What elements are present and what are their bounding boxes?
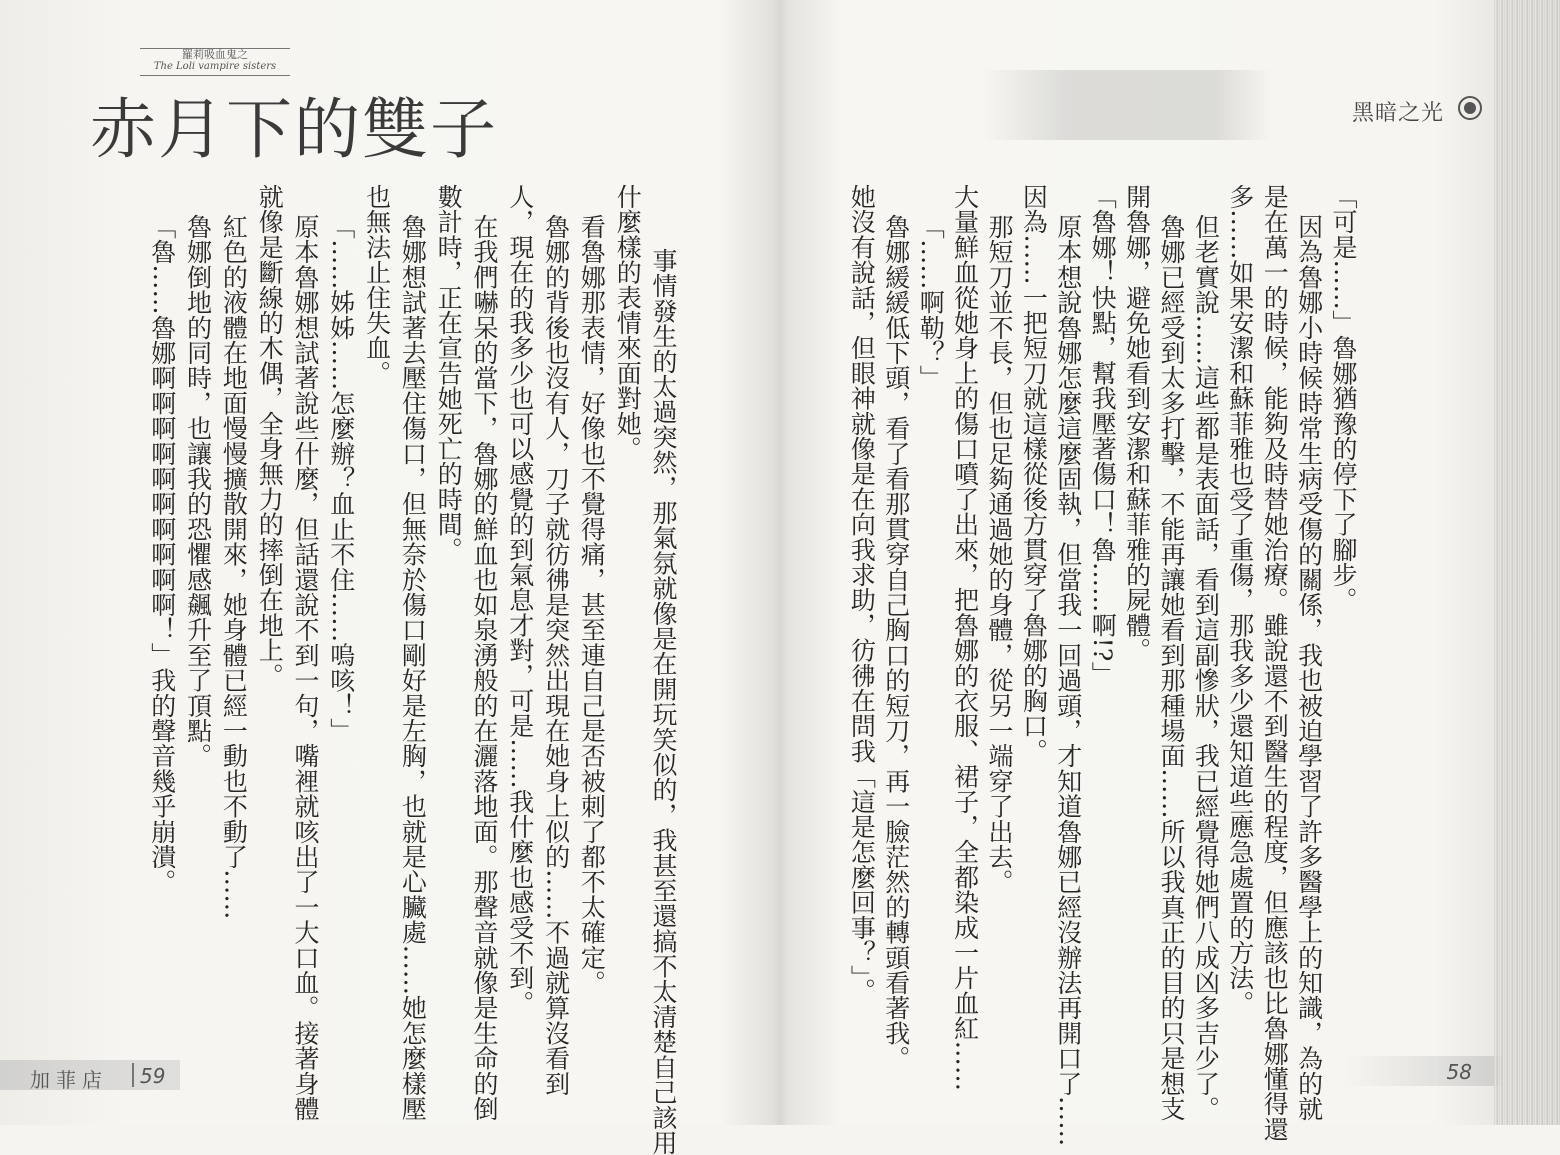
text-column: 原本想說魯娜怎麼這麼固執，但當我一回過頭，才知道魯娜已經沒辦法再開口了…… xyxy=(1053,214,1083,1147)
left-footer xyxy=(0,1060,180,1090)
series-title: 羅莉吸血鬼之 xyxy=(182,48,248,61)
text-column: 在我們嚇呆的當下，魯娜的鮮血也如泉湧般的在灑落地面。那聲音就像是生命的倒 xyxy=(470,214,499,1122)
text-column: 魯娜倒地的同時，也讓我的恐懼感飆升至了頂點。 xyxy=(183,214,213,769)
right-page xyxy=(782,0,1560,1147)
text-column: 原本魯娜想試著說些什麼，但話還說不到一句，嘴裡就咳出了一大口血。接著身體 xyxy=(291,214,320,1122)
text-column: 也無法止住失血。 xyxy=(362,184,392,386)
text-column: 紅色的液體在地面慢慢擴散開來，她身體已經一動也不動了…… xyxy=(219,214,249,920)
left-page-number: 59 xyxy=(140,1064,166,1088)
right-page-number: 58 xyxy=(1446,1060,1472,1084)
text-column: 她沒有說話，但眼神就像是在向我求助，彷彿在問我「這是怎麼回事？」。 xyxy=(847,184,877,1004)
text-column: 人，現在的我多少也可以感覺的到氣息才對，可是……我什麼也感受不到。 xyxy=(505,184,535,1016)
header-watermark xyxy=(982,70,1272,140)
chapter-emblem-icon xyxy=(1458,96,1482,120)
text-column: 魯娜緩緩低下頭，看了看那貫穿自己胸口的短刀，再一臉茫然的轉頭看著我。 xyxy=(881,214,911,1071)
text-column: 魯娜的背後也沒有人，刀子就彷彿是突然出現在她身上似的……不過就算沒看到 xyxy=(541,214,571,1096)
series-banner xyxy=(140,48,290,76)
text-column: 「……啊勒？」 xyxy=(916,214,946,391)
right-footer xyxy=(1342,1056,1502,1086)
text-column: 數計時，正在宣告她死亡的時間。 xyxy=(434,184,464,562)
text-column: 大量鮮血從她身上的傷口噴了出來，把魯娜的衣服、裙子，全都染成一片血紅…… xyxy=(950,184,980,1092)
text-column: 但老實說……這些都是表面話，看到這副慘狀，我已經覺得她們八成凶多吉少了。 xyxy=(1191,214,1221,1122)
text-column: 魯娜已經受到太多打擊，不能再讓她看到那種場面……所以我真正的目的只是想支 xyxy=(1157,214,1186,1122)
text-column: 因為……一把短刀就這樣從後方貫穿了魯娜的胸口。 xyxy=(1019,184,1049,764)
footer-divider xyxy=(132,1063,134,1087)
text-column: 多……如果安潔和蘇菲雅也受了重傷，那我多少還知道些應急處置的方法。 xyxy=(1225,184,1255,1016)
text-column: 什麼樣的表情來面對她。 xyxy=(613,184,643,462)
footer-label: 加菲店 xyxy=(30,1068,108,1092)
text-column: 就像是斷線的木偶，全身無力的摔倒在地上。 xyxy=(255,184,285,688)
chapter-title: 黑暗之光 xyxy=(1352,101,1445,126)
text-column: 是在萬一的時候，能夠及時替她治療。雖說還不到醫生的程度，但應該也比魯娜懂得還 xyxy=(1260,184,1290,1142)
text-column: 事情發生的太過突然，那氣氛就像是在開玩笑似的，我甚至還搞不太清楚自己該用 xyxy=(649,248,678,1155)
text-column: 那短刀並不長，但也足夠通過她的身體，從另一端穿了出去。 xyxy=(985,214,1014,895)
text-column: 「魯……魯娜啊啊啊啊啊啊啊啊啊啊！」我的聲音幾乎崩潰。 xyxy=(147,214,177,895)
text-column: 「魯娜！快點，幫我壓著傷口！魯……啊!?」 xyxy=(1088,184,1118,687)
text-column: 「可是……」魯娜猶豫的停下了腳步。 xyxy=(1329,184,1358,613)
left-page xyxy=(0,0,778,1155)
text-column: 「……姊姊……怎麼辦？血止不住……嗚咳！」 xyxy=(326,214,356,744)
book-title: 赤月下的雙子 xyxy=(90,91,498,168)
text-column: 魯娜想試著去壓住傷口，但無奈於傷口剛好是左胸，也就是心臟處……她怎麼樣壓 xyxy=(398,214,428,1122)
series-title-en: The Loli vampire sisters xyxy=(153,61,277,72)
text-column: 看魯娜那表情，好像也不覺得痛，甚至連自己是否被刺了都不太確定。 xyxy=(577,214,607,996)
page-edges xyxy=(1494,0,1560,1125)
text-column: 開魯娜，避免她看到安潔和蘇菲雅的屍體。 xyxy=(1122,184,1152,663)
text-column: 因為魯娜小時候時常生病受傷的關係，我也被迫學習了許多醫學上的知識，為的就 xyxy=(1294,214,1324,1122)
